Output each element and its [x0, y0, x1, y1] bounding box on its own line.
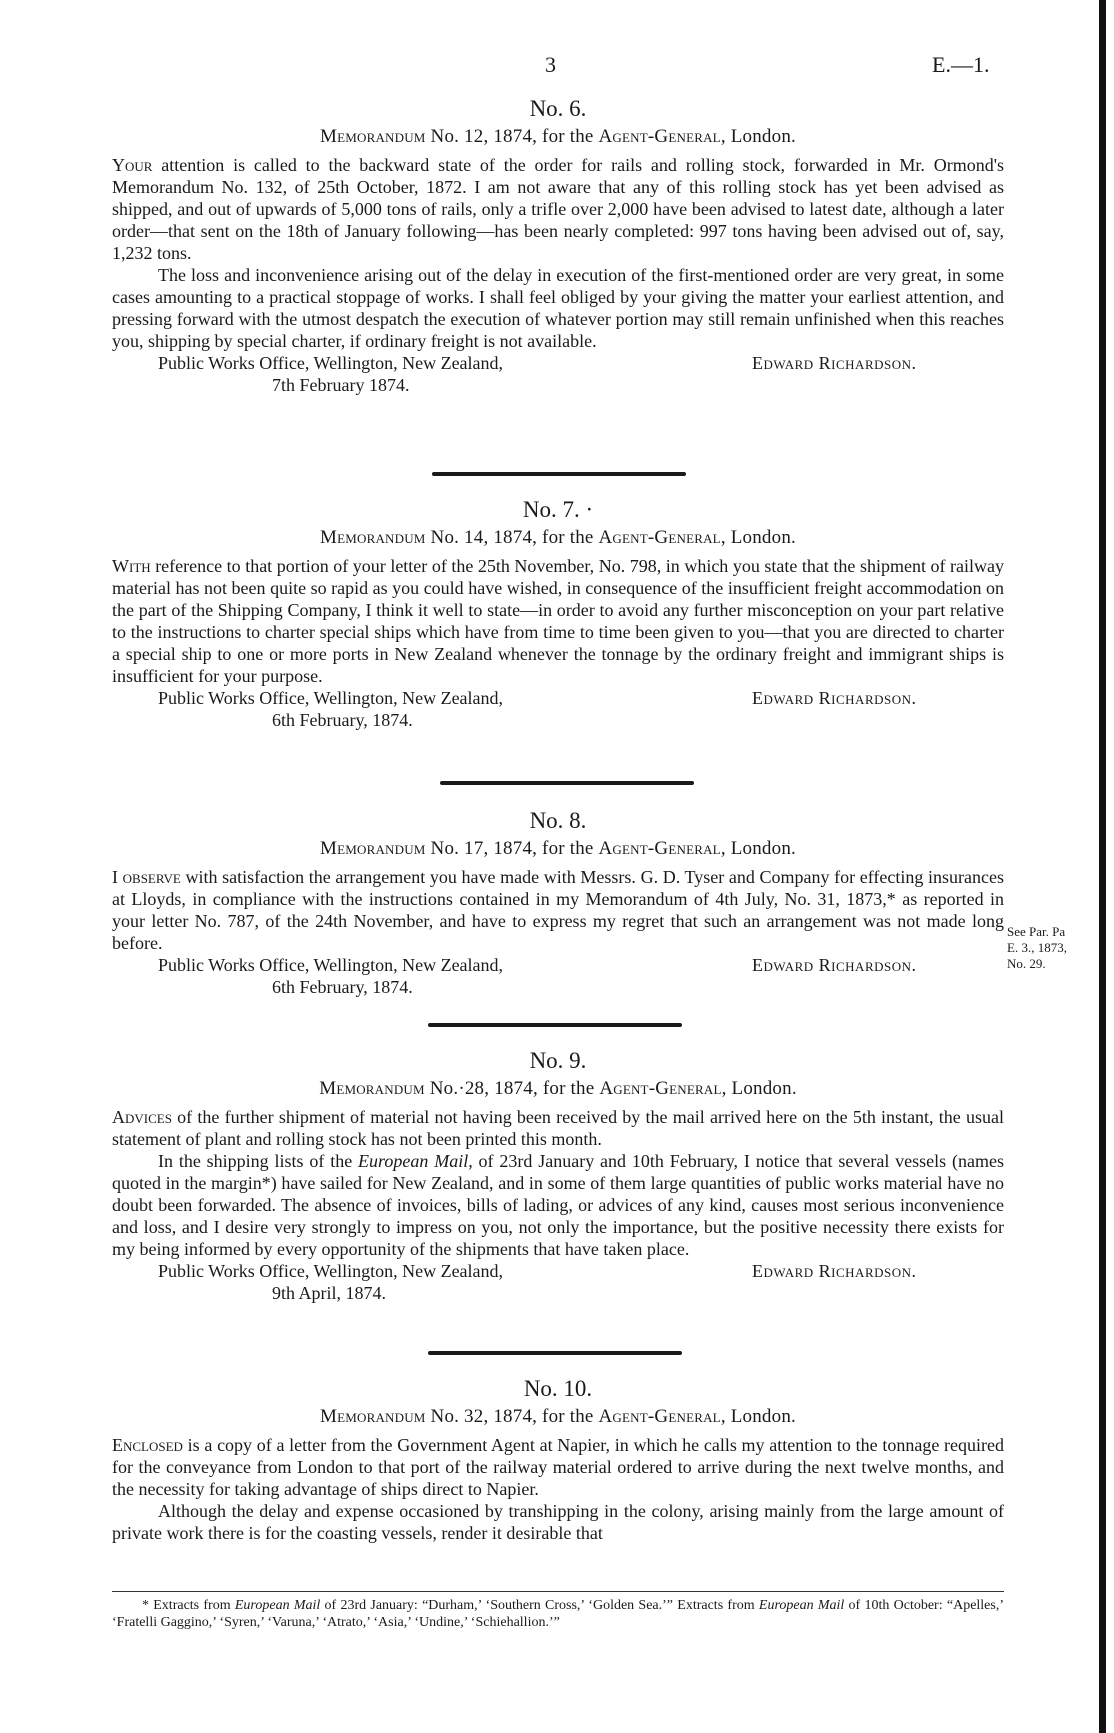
memo-title: Memorandum No. 14, 1874, for the Agent-General, London. [320, 527, 796, 548]
memo-7 [112, 497, 1004, 731]
footnote: * Extracts from European Mail of 23rd January: “Durham,’ ‘Southern Cross,’ ‘Golden Sea.’” Extracts from European Mail of 10th October: “Apelles,’ ‘Fratelli Gaggino,’ ‘Syren,’ ‘Varuna,’ ‘Atrato,’ ‘Asia,’ ‘Undine,’ ‘Schiehallion.’” [112, 1598, 1005, 1630]
section-divider [428, 1351, 682, 1355]
memo-body: Advices of the further shipment of material not having been received by the mail arrived here on the 5th instant, the usual statement of plant and rolling stock has not been printed this month. [112, 1107, 1004, 1149]
memo-8 [112, 808, 1004, 998]
memo-title: Memorandum No. 32, 1874, for the Agent-General, London. [320, 1406, 796, 1427]
memo-title: Memorandum No. 12, 1874, for the Agent-General, London. [320, 126, 796, 147]
signatory: Edward Richardson. [752, 955, 917, 975]
signatory: Edward Richardson. [752, 688, 917, 708]
signatory: Edward Richardson. [752, 353, 917, 373]
memo-signature-block [112, 1260, 1004, 1304]
date-line: 6th February, 1874. [272, 977, 413, 997]
signatory: Edward Richardson. [752, 1261, 917, 1281]
date-line: 9th April, 1874. [272, 1283, 387, 1303]
memo-number: No. 8. [529, 808, 587, 833]
section-divider [440, 781, 694, 785]
office-line: Public Works Office, Wellington, New Zealand, [158, 1261, 504, 1281]
memo-body: Although the delay and expense occasioned by transhipping in the colony, arising mainly from the large amount of private work there is for the coasting vessels, render it desirable that [112, 1501, 1004, 1543]
office-line: Public Works Office, Wellington, New Zealand, [158, 353, 504, 373]
memo-number: No. 10. [523, 1376, 593, 1401]
memo-number: No. 6. [529, 96, 587, 121]
date-line: 6th February, 1874. [272, 710, 413, 730]
margin-note: See Par. Pa E. 3., 1873, No. 29. [1007, 924, 1067, 971]
memo-body: Enclosed is a copy of a letter from the Government Agent at Napier, in which he calls my attention to the tonnage required for the conveyance from London to that port of the railway material ordered to arrive during the next twelve months, and the necessity for taking advantage of ships direct to Napier. [112, 1435, 1004, 1499]
office-line: Public Works Office, Wellington, New Zealand, [158, 688, 504, 708]
memo-body: The loss and inconvenience arising out of the delay in execution of the first-mentioned order are very great, in some cases amounting to a practical stoppage of works. I shall feel obliged by your giving the matter your earliest attention, and pressing forward with the utmost despatch the execution of whatever portion may still remain unfinished when this reaches you, shipping by special charter, if ordinary freight is not available. [112, 265, 1004, 351]
office-line: Public Works Office, Wellington, New Zealand, [158, 955, 504, 975]
memo-signature-block [112, 954, 1004, 998]
page-number: 3 [545, 52, 556, 77]
memo-9 [112, 1048, 1004, 1304]
memo-10 [112, 1376, 1004, 1544]
right-edge-rule [1099, 0, 1106, 1733]
memo-signature-block [112, 687, 1004, 731]
memo-signature-block [112, 352, 1004, 396]
memo-body: With reference to that portion of your letter of the 25th November, No. 798, in which you state that the shipment of railway material has not been quite so rapid as you could have wished, in consequence of the insufficient freight accommodation on the part of the Shipping Company, I think it well to state—in order to avoid any further misconception on your part relative to the instructions to charter special ships which have from time to time been given to you—that you are directed to charter a special ship to one or more ports in New Zealand whenever the tonnage by the ordinary freight and immigrant ships is insufficient for your purpose. [112, 556, 1004, 686]
memo-body: Your attention is called to the backward state of the order for rails and rolling stock, forwarded in Mr. Ormond's Memorandum No. 132, of 25th October, 1872. I am not aware that any of this rolling stock has yet been advised as shipped, and out of upwards of 5,000 tons of rails, only a trifle over 2,000 have been advised to latest date, although a later order—that sent on the 18th of January following—has been nearly completed: 997 tons having been advised out of, say, 1,232 tons. [112, 155, 1004, 263]
section-divider [432, 472, 686, 476]
footnote-rule [112, 1591, 1004, 1592]
session-reference: E.—1. [932, 52, 990, 77]
memo-number: No. 7. · [522, 497, 594, 522]
memo-number: No. 9. [529, 1048, 587, 1073]
memo-6 [112, 96, 1004, 396]
memo-body: In the shipping lists of the European Mail, of 23rd January and 10th February, I notice that several vessels (names quoted in the margin*) have sailed for New Zealand, and in some of them large quantities of public works material have no doubt been forwarded. The absence of invoices, bills of lading, or advices of any kind, causes most serious inconvenience and loss, and I desire very strongly to impress on you, not only the importance, but the positive necessity there exists for my being informed by every opportunity of the shipments that have taken place. [112, 1151, 1004, 1259]
memo-title: Memorandum No. 17, 1874, for the Agent-General, London. [320, 838, 796, 859]
date-line: 7th February 1874. [272, 375, 410, 395]
page-header [0, 52, 1114, 82]
memo-title: Memorandum No.·28, 1874, for the Agent-General, London. [319, 1078, 797, 1099]
section-divider [428, 1023, 682, 1027]
memo-body: I observe with satisfaction the arrangement you have made with Messrs. G. D. Tyser and Company for effecting insurances at Lloyds, in compliance with the instructions contained in my Memorandum of 4th July, No. 31, 1873,* as reported in your letter No. 787, of the 24th November, and have to express my regret that such an arrangement was not made long before. [112, 867, 1004, 953]
